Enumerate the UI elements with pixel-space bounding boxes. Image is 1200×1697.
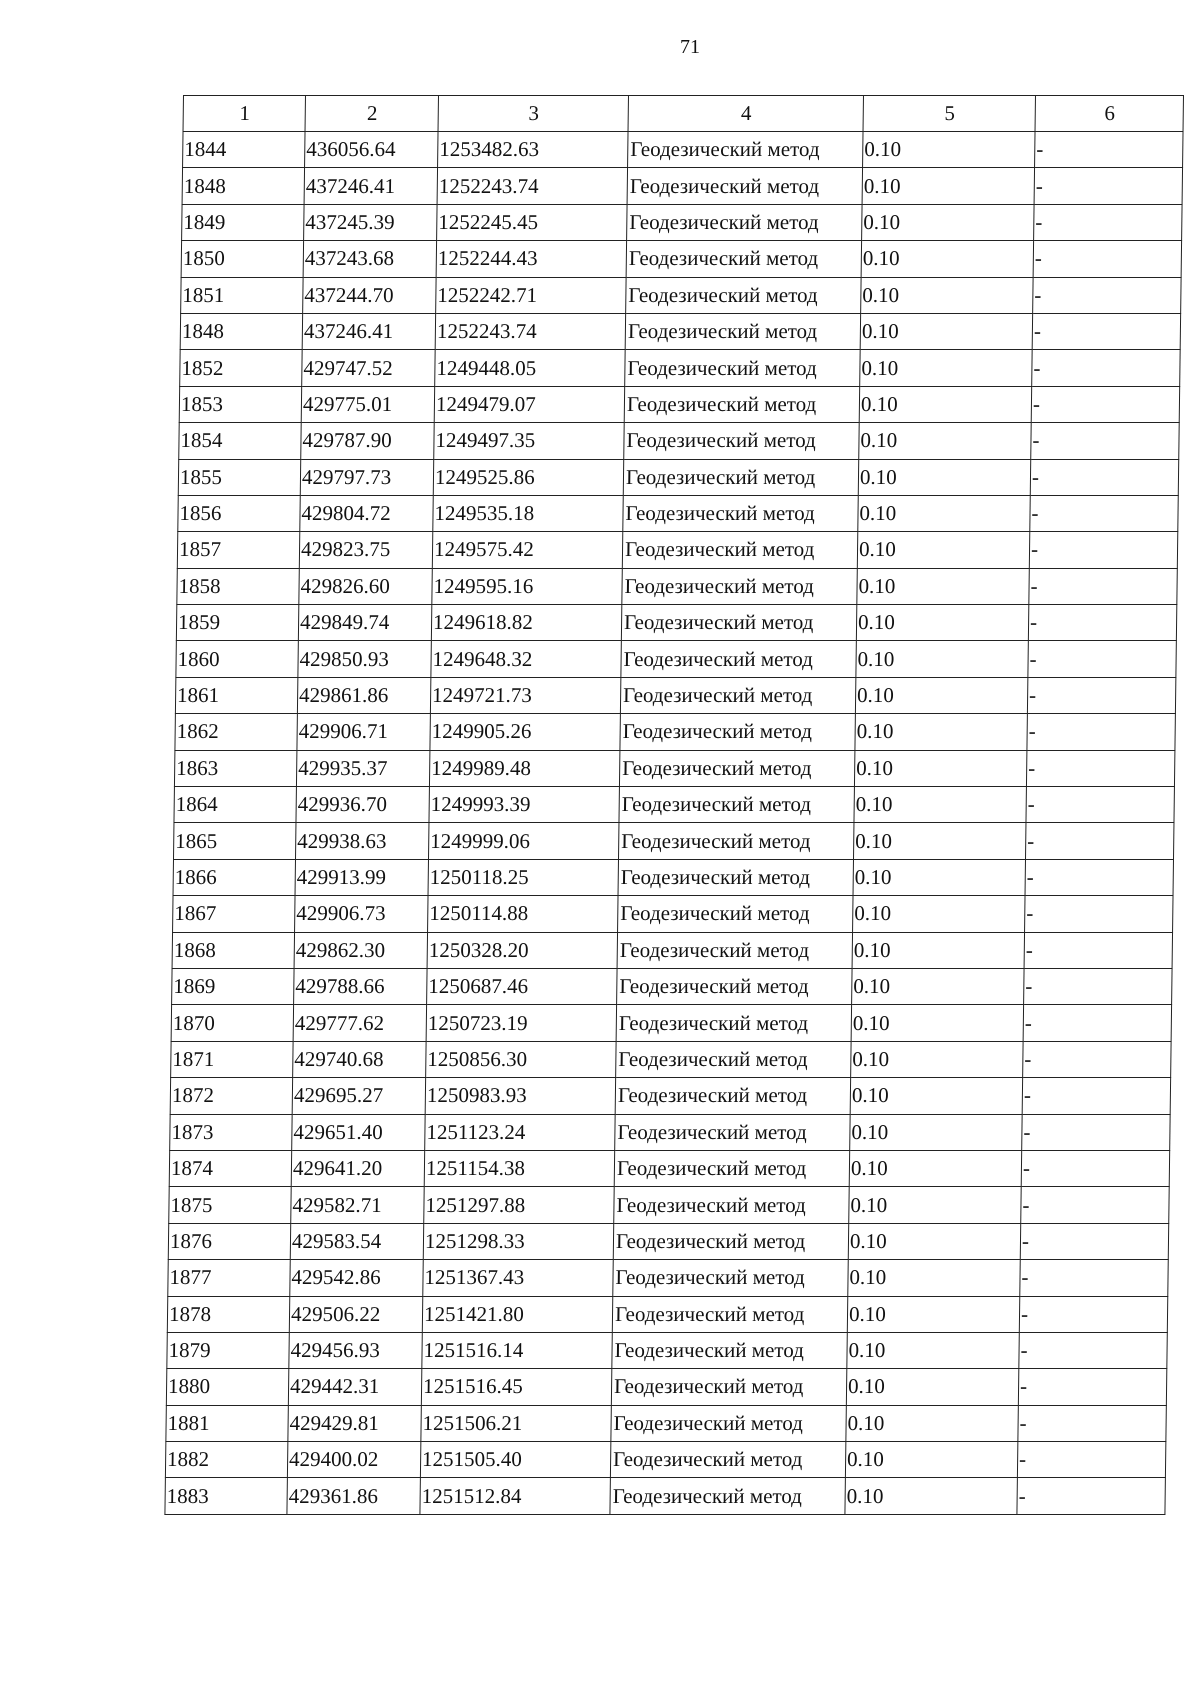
table-row	[178, 459, 1178, 495]
y-coordinate-cell: 1249479.07	[434, 386, 624, 422]
accuracy-cell: 0.10	[847, 1332, 1019, 1368]
x-coordinate-cell: 429787.90	[301, 423, 434, 459]
method-cell: Геодезический метод	[613, 1223, 848, 1259]
accuracy-cell: 0.10	[863, 132, 1035, 168]
table-row	[183, 132, 1183, 168]
method-cell: Геодезический метод	[627, 204, 862, 240]
y-coordinate-cell: 1249721.73	[430, 677, 620, 713]
point-number-cell: 1874	[169, 1150, 291, 1186]
accuracy-cell: 0.10	[852, 932, 1024, 968]
note-cell: -	[1025, 896, 1173, 932]
table-header-row	[183, 96, 1183, 132]
point-number-cell: 1879	[167, 1332, 289, 1368]
note-cell: -	[1028, 605, 1176, 641]
method-cell: Геодезический метод	[613, 1260, 848, 1296]
column-header-1: 1	[183, 96, 305, 132]
x-coordinate-cell: 429361.86	[287, 1478, 420, 1514]
column-header-6: 6	[1035, 96, 1183, 132]
point-number-cell: 1876	[168, 1223, 290, 1259]
accuracy-cell: 0.10	[856, 641, 1028, 677]
table-row	[180, 350, 1180, 386]
point-number-cell: 1855	[178, 459, 300, 495]
method-cell: Геодезический метод	[615, 1114, 850, 1150]
accuracy-cell: 0.10	[855, 677, 1027, 713]
accuracy-cell: 0.10	[861, 241, 1033, 277]
note-cell: -	[1021, 1187, 1169, 1223]
accuracy-cell: 0.10	[850, 1114, 1022, 1150]
x-coordinate-cell: 429542.86	[290, 1260, 423, 1296]
method-cell: Геодезический метод	[622, 568, 857, 604]
point-number-cell: 1875	[169, 1187, 291, 1223]
note-cell: -	[1022, 1114, 1170, 1150]
x-coordinate-cell: 429400.02	[287, 1442, 420, 1478]
point-number-cell: 1877	[168, 1260, 290, 1296]
x-coordinate-cell: 429651.40	[292, 1114, 425, 1150]
table-row	[168, 1223, 1168, 1259]
note-cell: -	[1019, 1296, 1167, 1332]
x-coordinate-cell: 429740.68	[293, 1041, 426, 1077]
accuracy-cell: 0.10	[855, 714, 1027, 750]
point-number-cell: 1872	[170, 1078, 292, 1114]
x-coordinate-cell: 429862.30	[294, 932, 427, 968]
note-cell: -	[1027, 677, 1175, 713]
point-number-cell: 1883	[165, 1478, 287, 1514]
y-coordinate-cell: 1251421.80	[422, 1296, 612, 1332]
column-header-4: 4	[628, 96, 863, 132]
accuracy-cell: 0.10	[854, 750, 1026, 786]
y-coordinate-cell: 1249905.26	[430, 714, 620, 750]
method-cell: Геодезический метод	[625, 313, 860, 349]
table-body	[165, 132, 1183, 1515]
y-coordinate-cell: 1251297.88	[424, 1187, 614, 1223]
note-cell: -	[1018, 1369, 1166, 1405]
table-row	[172, 932, 1172, 968]
column-header-5: 5	[863, 96, 1035, 132]
y-coordinate-cell: 1252242.71	[436, 277, 626, 313]
point-number-cell: 1856	[178, 495, 300, 531]
table-row	[175, 677, 1175, 713]
x-coordinate-cell: 429747.52	[302, 350, 435, 386]
point-number-cell: 1882	[165, 1442, 287, 1478]
method-cell: Геодезический метод	[617, 968, 852, 1004]
method-cell: Геодезический метод	[612, 1296, 847, 1332]
note-cell: -	[1030, 459, 1178, 495]
table-row	[181, 277, 1181, 313]
accuracy-cell: 0.10	[845, 1478, 1017, 1514]
accuracy-cell: 0.10	[858, 495, 1030, 531]
note-cell: -	[1018, 1405, 1166, 1441]
method-cell: Геодезический метод	[616, 1005, 851, 1041]
table-row	[173, 896, 1173, 932]
table-row	[178, 495, 1178, 531]
method-cell: Геодезический метод	[627, 168, 862, 204]
y-coordinate-cell: 1249999.06	[428, 823, 618, 859]
accuracy-cell: 0.10	[858, 459, 1030, 495]
accuracy-cell: 0.10	[854, 787, 1026, 823]
point-number-cell: 1870	[171, 1005, 293, 1041]
method-cell: Геодезический метод	[626, 241, 861, 277]
table-row	[165, 1478, 1165, 1514]
table-row	[176, 605, 1176, 641]
method-cell: Геодезический метод	[621, 641, 856, 677]
y-coordinate-cell: 1251298.33	[423, 1223, 613, 1259]
accuracy-cell: 0.10	[856, 605, 1028, 641]
x-coordinate-cell: 429913.99	[295, 859, 428, 895]
y-coordinate-cell: 1249993.39	[429, 787, 619, 823]
x-coordinate-cell: 429583.54	[290, 1223, 423, 1259]
x-coordinate-cell: 429850.93	[298, 641, 431, 677]
x-coordinate-cell: 437246.41	[304, 168, 437, 204]
y-coordinate-cell: 1249535.18	[433, 495, 623, 531]
table-row	[165, 1442, 1165, 1478]
point-number-cell: 1878	[167, 1296, 289, 1332]
point-number-cell: 1861	[175, 677, 297, 713]
method-cell: Геодезический метод	[622, 532, 857, 568]
method-cell: Геодезический метод	[611, 1405, 846, 1441]
x-coordinate-cell: 437244.70	[303, 277, 436, 313]
y-coordinate-cell: 1250983.93	[425, 1078, 615, 1114]
accuracy-cell: 0.10	[857, 532, 1029, 568]
point-number-cell: 1864	[174, 787, 296, 823]
x-coordinate-cell: 429935.37	[296, 750, 429, 786]
note-cell: -	[1034, 168, 1182, 204]
table-row	[167, 1332, 1167, 1368]
table-row	[182, 168, 1182, 204]
method-cell: Геодезический метод	[624, 386, 859, 422]
y-coordinate-cell: 1249575.42	[432, 532, 622, 568]
accuracy-cell: 0.10	[853, 896, 1025, 932]
point-number-cell: 1859	[176, 605, 298, 641]
accuracy-cell: 0.10	[851, 1041, 1023, 1077]
x-coordinate-cell: 429804.72	[300, 495, 433, 531]
note-cell: -	[1031, 423, 1179, 459]
method-cell: Геодезический метод	[619, 750, 854, 786]
y-coordinate-cell: 1251154.38	[424, 1150, 614, 1186]
x-coordinate-cell: 436056.64	[305, 132, 438, 168]
method-cell: Геодезический метод	[617, 932, 852, 968]
x-coordinate-cell: 429777.62	[293, 1005, 426, 1041]
y-coordinate-cell: 1253482.63	[438, 132, 628, 168]
y-coordinate-cell: 1252243.74	[437, 168, 627, 204]
y-coordinate-cell: 1250723.19	[426, 1005, 616, 1041]
x-coordinate-cell: 429826.60	[299, 568, 432, 604]
accuracy-cell: 0.10	[857, 568, 1029, 604]
accuracy-cell: 0.10	[846, 1369, 1018, 1405]
note-cell: -	[1029, 532, 1177, 568]
table-row	[179, 386, 1179, 422]
point-number-cell: 1868	[172, 932, 294, 968]
x-coordinate-cell: 429442.31	[288, 1369, 421, 1405]
x-coordinate-cell: 429861.86	[297, 677, 430, 713]
table-row	[172, 968, 1172, 1004]
y-coordinate-cell: 1251123.24	[425, 1114, 615, 1150]
x-coordinate-cell: 429936.70	[296, 787, 429, 823]
y-coordinate-cell: 1249525.86	[433, 459, 623, 495]
point-number-cell: 1851	[181, 277, 303, 313]
accuracy-cell: 0.10	[852, 968, 1024, 1004]
method-cell: Геодезический метод	[626, 277, 861, 313]
method-cell: Геодезический метод	[614, 1150, 849, 1186]
table-row	[180, 313, 1180, 349]
y-coordinate-cell: 1252243.74	[435, 313, 625, 349]
method-cell: Геодезический метод	[625, 350, 860, 386]
point-number-cell: 1869	[172, 968, 294, 1004]
accuracy-cell: 0.10	[862, 168, 1034, 204]
table-row	[176, 641, 1176, 677]
accuracy-cell: 0.10	[860, 313, 1032, 349]
method-cell: Геодезический метод	[619, 787, 854, 823]
point-number-cell: 1848	[182, 168, 304, 204]
note-cell: -	[1034, 204, 1182, 240]
point-number-cell: 1866	[173, 859, 295, 895]
accuracy-cell: 0.10	[851, 1005, 1023, 1041]
note-cell: -	[1033, 277, 1181, 313]
point-number-cell: 1865	[173, 823, 295, 859]
table-row	[169, 1150, 1169, 1186]
y-coordinate-cell: 1251506.21	[421, 1405, 611, 1441]
x-coordinate-cell: 429788.66	[294, 968, 427, 1004]
note-cell: -	[1020, 1223, 1168, 1259]
accuracy-cell: 0.10	[845, 1442, 1017, 1478]
table-row	[169, 1187, 1169, 1223]
table-row	[177, 568, 1177, 604]
point-number-cell: 1873	[170, 1114, 292, 1150]
method-cell: Геодезический метод	[618, 896, 853, 932]
accuracy-cell: 0.10	[859, 423, 1031, 459]
table-row	[171, 1005, 1171, 1041]
accuracy-cell: 0.10	[860, 350, 1032, 386]
note-cell: -	[1026, 787, 1174, 823]
note-cell: -	[1026, 750, 1174, 786]
note-cell: -	[1017, 1478, 1165, 1514]
y-coordinate-cell: 1252244.43	[436, 241, 626, 277]
x-coordinate-cell: 437243.68	[303, 241, 436, 277]
x-coordinate-cell: 429906.73	[295, 896, 428, 932]
method-cell: Геодезический метод	[614, 1187, 849, 1223]
method-cell: Геодезический метод	[623, 495, 858, 531]
y-coordinate-cell: 1252245.45	[437, 204, 627, 240]
point-number-cell: 1880	[166, 1369, 288, 1405]
y-coordinate-cell: 1249648.32	[431, 641, 621, 677]
note-cell: -	[1035, 132, 1183, 168]
accuracy-cell: 0.10	[861, 277, 1033, 313]
table-row	[174, 787, 1174, 823]
x-coordinate-cell: 429641.20	[291, 1150, 424, 1186]
accuracy-cell: 0.10	[862, 204, 1034, 240]
x-coordinate-cell: 429775.01	[301, 386, 434, 422]
accuracy-cell: 0.10	[848, 1223, 1020, 1259]
method-cell: Геодезический метод	[624, 423, 859, 459]
table-row	[168, 1260, 1168, 1296]
point-number-cell: 1871	[171, 1041, 293, 1077]
x-coordinate-cell: 429849.74	[298, 605, 431, 641]
x-coordinate-cell: 429456.93	[289, 1332, 422, 1368]
x-coordinate-cell: 429823.75	[299, 532, 432, 568]
note-cell: -	[1023, 1005, 1171, 1041]
point-number-cell: 1850	[181, 241, 303, 277]
point-number-cell: 1862	[175, 714, 297, 750]
x-coordinate-cell: 437246.41	[302, 313, 435, 349]
table-row	[174, 750, 1174, 786]
point-number-cell: 1867	[173, 896, 295, 932]
note-cell: -	[1024, 932, 1172, 968]
y-coordinate-cell: 1250856.30	[426, 1041, 616, 1077]
accuracy-cell: 0.10	[849, 1187, 1021, 1223]
point-number-cell: 1881	[166, 1405, 288, 1441]
accuracy-cell: 0.10	[849, 1150, 1021, 1186]
point-number-cell: 1844	[183, 132, 305, 168]
accuracy-cell: 0.10	[859, 386, 1031, 422]
method-cell: Геодезический метод	[620, 677, 855, 713]
note-cell: -	[1028, 641, 1176, 677]
y-coordinate-cell: 1249618.82	[431, 605, 621, 641]
note-cell: -	[1025, 859, 1173, 895]
point-number-cell: 1849	[182, 204, 304, 240]
note-cell: -	[1030, 495, 1178, 531]
note-cell: -	[1029, 568, 1177, 604]
method-cell: Геодезический метод	[621, 605, 856, 641]
table-row	[181, 241, 1181, 277]
x-coordinate-cell: 429506.22	[289, 1296, 422, 1332]
table-row	[170, 1078, 1170, 1114]
note-cell: -	[1032, 350, 1180, 386]
point-number-cell: 1858	[177, 568, 299, 604]
table-row	[179, 423, 1179, 459]
y-coordinate-cell: 1250118.25	[428, 859, 618, 895]
y-coordinate-cell: 1250328.20	[427, 932, 617, 968]
y-coordinate-cell: 1250114.88	[428, 896, 618, 932]
column-header-3: 3	[438, 96, 628, 132]
accuracy-cell: 0.10	[853, 859, 1025, 895]
table-row	[173, 823, 1173, 859]
method-cell: Геодезический метод	[610, 1442, 845, 1478]
accuracy-cell: 0.10	[850, 1078, 1022, 1114]
page-number: 71	[680, 36, 700, 58]
method-cell: Геодезический метод	[610, 1478, 845, 1514]
point-number-cell: 1853	[179, 386, 301, 422]
method-cell: Геодезический метод	[628, 132, 863, 168]
x-coordinate-cell: 429695.27	[292, 1078, 425, 1114]
y-coordinate-cell: 1249595.16	[432, 568, 622, 604]
x-coordinate-cell: 429582.71	[291, 1187, 424, 1223]
table-row	[166, 1369, 1166, 1405]
x-coordinate-cell: 429797.73	[300, 459, 433, 495]
y-coordinate-cell: 1251505.40	[420, 1442, 610, 1478]
note-cell: -	[1017, 1442, 1165, 1478]
method-cell: Геодезический метод	[618, 823, 853, 859]
x-coordinate-cell: 429906.71	[297, 714, 430, 750]
y-coordinate-cell: 1251516.45	[421, 1369, 611, 1405]
point-number-cell: 1860	[176, 641, 298, 677]
x-coordinate-cell: 429938.63	[295, 823, 428, 859]
point-number-cell: 1848	[180, 313, 302, 349]
table-row	[177, 532, 1177, 568]
table-row	[167, 1296, 1167, 1332]
point-number-cell: 1854	[179, 423, 301, 459]
column-header-2: 2	[305, 96, 438, 132]
note-cell: -	[1020, 1260, 1168, 1296]
accuracy-cell: 0.10	[848, 1260, 1020, 1296]
table-row	[170, 1114, 1170, 1150]
note-cell: -	[1019, 1332, 1167, 1368]
y-coordinate-cell: 1249989.48	[429, 750, 619, 786]
method-cell: Геодезический метод	[623, 459, 858, 495]
table-row	[173, 859, 1173, 895]
accuracy-cell: 0.10	[847, 1296, 1019, 1332]
y-coordinate-cell: 1249448.05	[435, 350, 625, 386]
x-coordinate-cell: 437245.39	[304, 204, 437, 240]
table-row	[166, 1405, 1166, 1441]
method-cell: Геодезический метод	[615, 1078, 850, 1114]
note-cell: -	[1025, 823, 1173, 859]
method-cell: Геодезический метод	[611, 1369, 846, 1405]
y-coordinate-cell: 1250687.46	[427, 968, 617, 1004]
note-cell: -	[1031, 386, 1179, 422]
table-row	[171, 1041, 1171, 1077]
y-coordinate-cell: 1251516.14	[422, 1332, 612, 1368]
x-coordinate-cell: 429429.81	[288, 1405, 421, 1441]
note-cell: -	[1023, 1041, 1171, 1077]
note-cell: -	[1027, 714, 1175, 750]
y-coordinate-cell: 1249497.35	[434, 423, 624, 459]
method-cell: Геодезический метод	[612, 1332, 847, 1368]
point-number-cell: 1852	[180, 350, 302, 386]
point-number-cell: 1863	[174, 750, 296, 786]
y-coordinate-cell: 1251512.84	[420, 1478, 610, 1514]
note-cell: -	[1024, 968, 1172, 1004]
method-cell: Геодезический метод	[620, 714, 855, 750]
note-cell: -	[1021, 1150, 1169, 1186]
method-cell: Геодезический метод	[618, 859, 853, 895]
note-cell: -	[1033, 241, 1181, 277]
note-cell: -	[1022, 1078, 1170, 1114]
note-cell: -	[1032, 313, 1180, 349]
table-row	[175, 714, 1175, 750]
table-row	[182, 204, 1182, 240]
coordinates-table	[164, 95, 1184, 1515]
y-coordinate-cell: 1251367.43	[423, 1260, 613, 1296]
accuracy-cell: 0.10	[846, 1405, 1018, 1441]
accuracy-cell: 0.10	[853, 823, 1025, 859]
point-number-cell: 1857	[177, 532, 299, 568]
method-cell: Геодезический метод	[616, 1041, 851, 1077]
